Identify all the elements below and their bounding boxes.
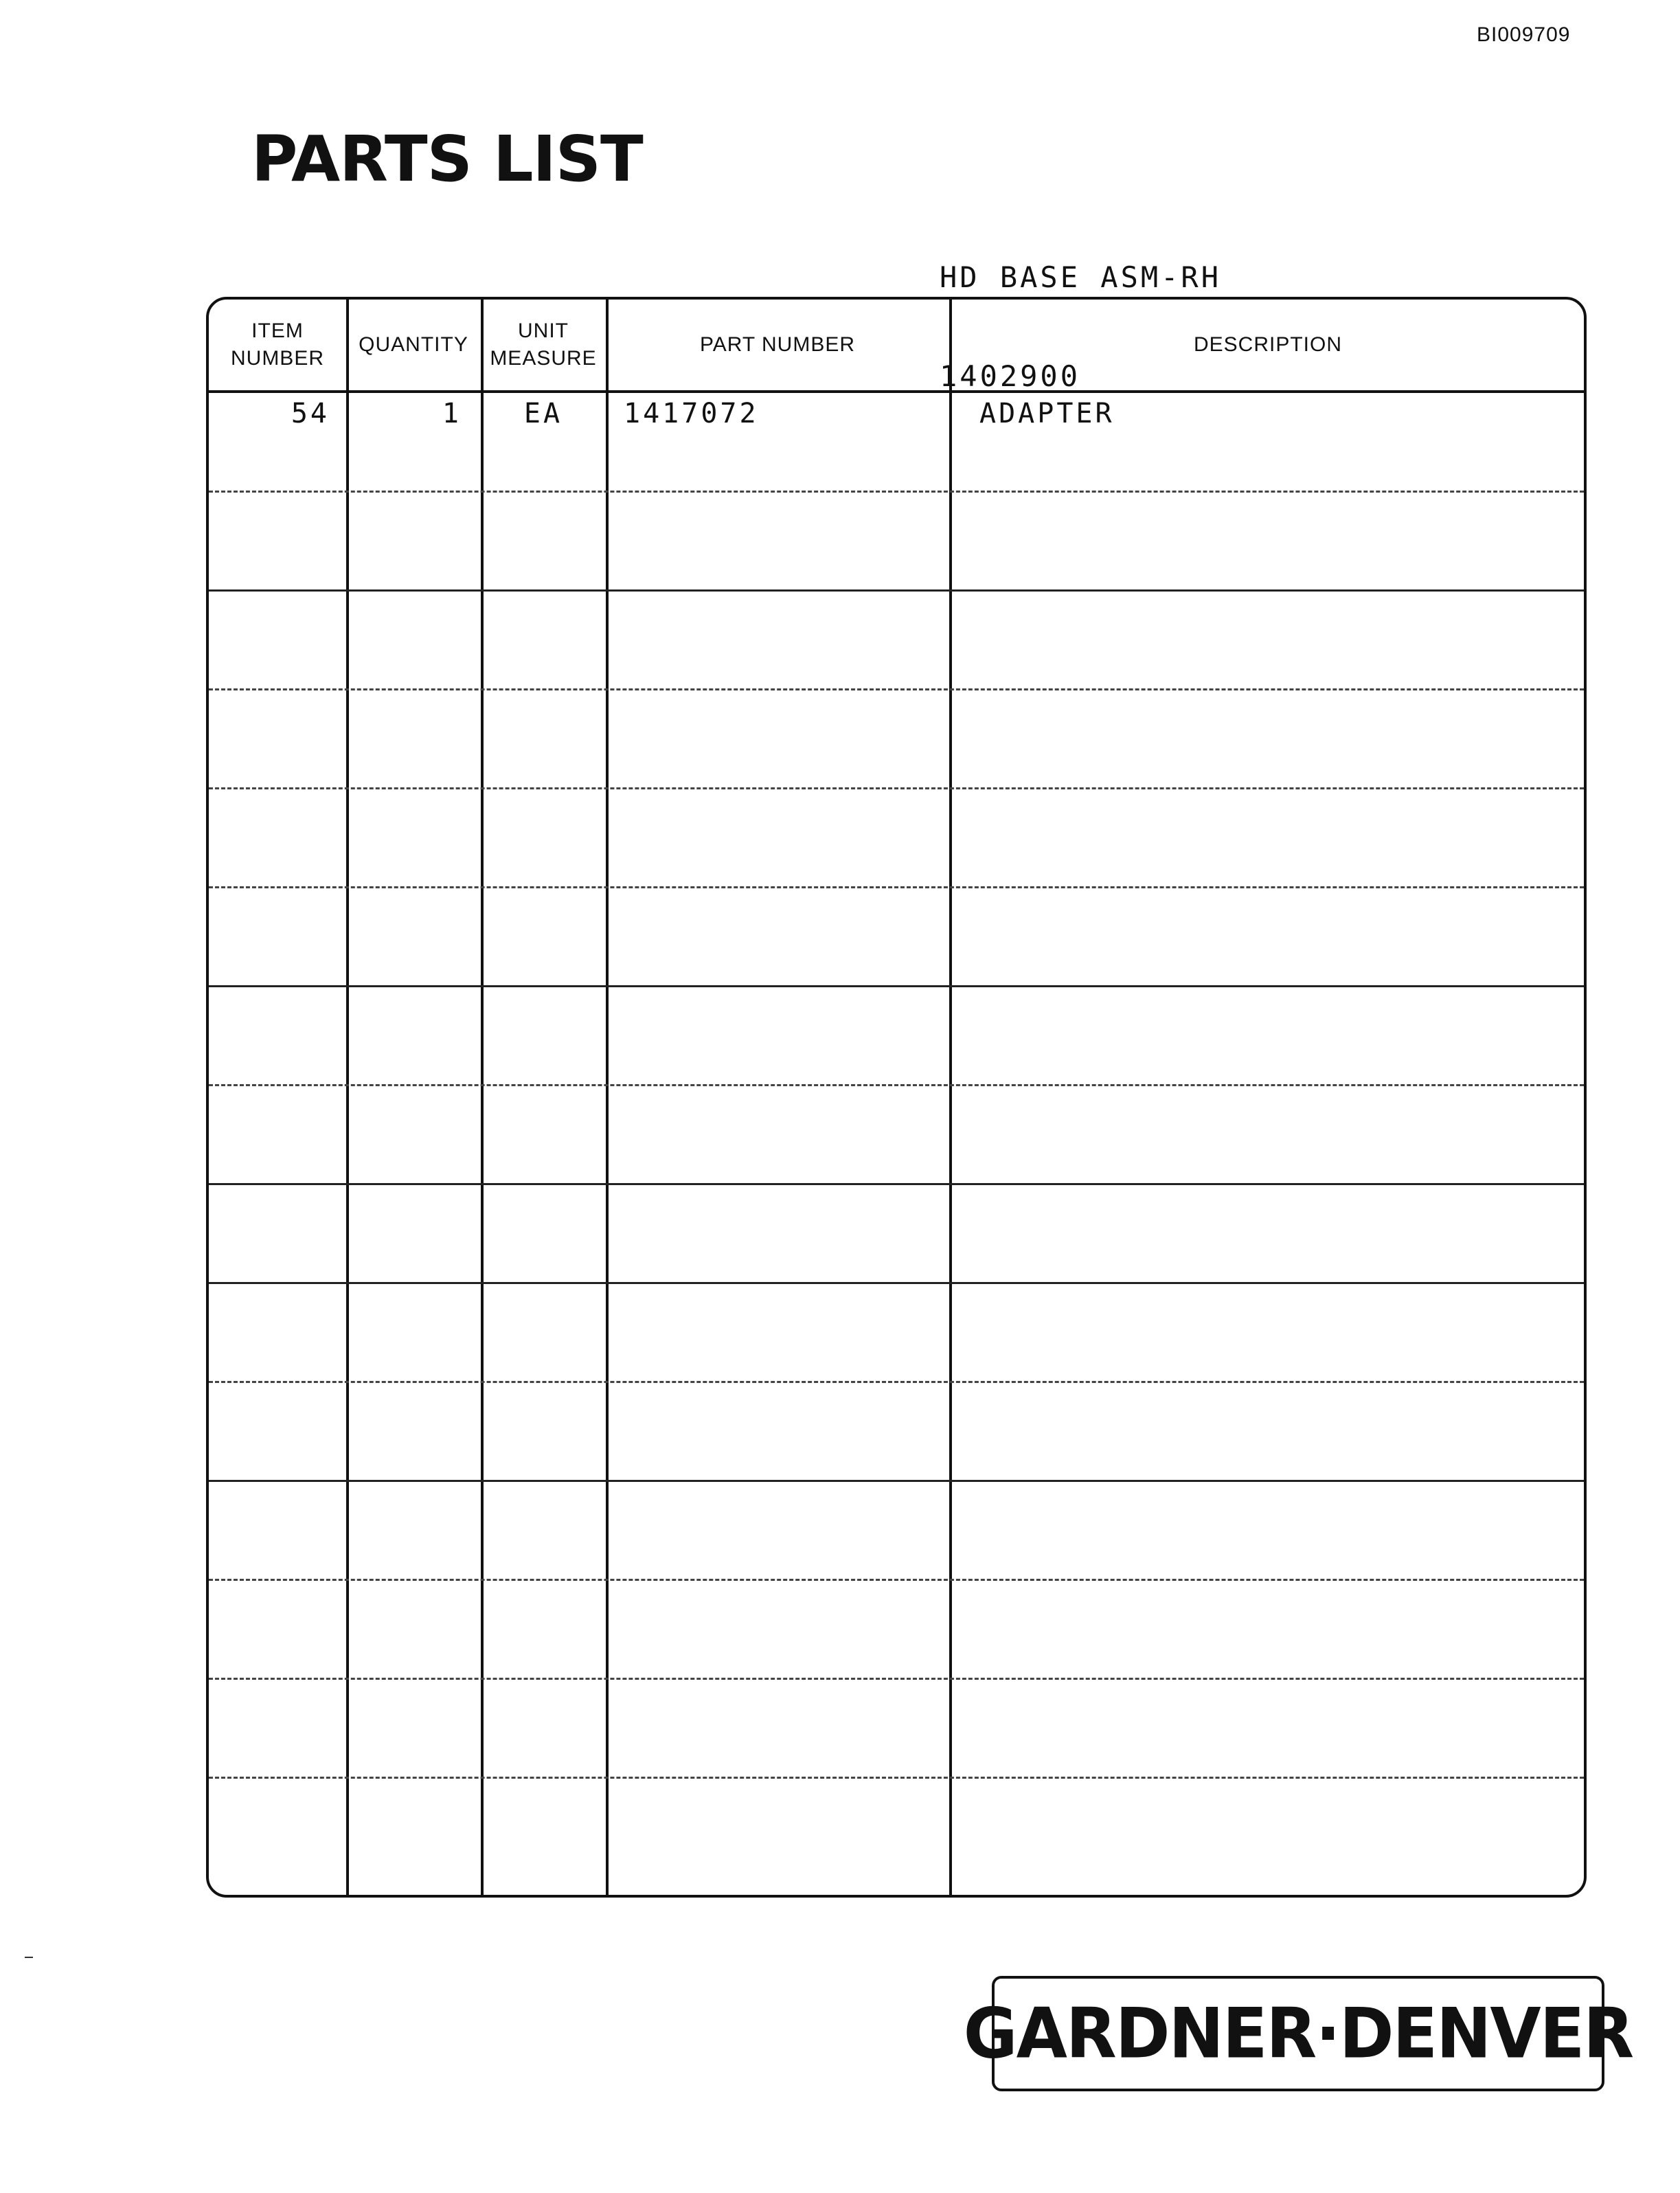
row-rule <box>209 1183 1584 1185</box>
header-rule <box>209 390 1584 393</box>
row-rule <box>209 589 1584 592</box>
row-rule <box>209 1579 1584 1581</box>
column-divider <box>481 300 484 1895</box>
row-1-description: ADAPTER <box>979 398 1115 429</box>
row-1-quantity: 1 <box>442 398 462 429</box>
row-rule <box>209 1480 1584 1482</box>
parts-table <box>206 297 1587 1898</box>
logo-text: GARDNER·DENVER <box>963 1993 1633 2074</box>
column-divider <box>606 300 609 1895</box>
row-rule <box>209 1381 1584 1383</box>
assembly-name: HD BASE ASM-RH <box>940 260 1222 294</box>
gardner-denver-logo <box>963 1976 1633 2091</box>
assembly-number: 1402900 <box>940 359 1081 393</box>
row-rule <box>209 1282 1584 1284</box>
scan-mark <box>25 1957 33 1958</box>
header-part-number: PART NUMBER <box>699 333 856 356</box>
header-description: DESCRIPTION <box>1193 333 1343 356</box>
row-rule <box>209 1084 1584 1086</box>
column-divider <box>949 300 952 1895</box>
row-1-item-number: 54 <box>291 398 330 429</box>
row-1-part-number: 1417072 <box>624 398 759 429</box>
row-rule <box>209 985 1584 987</box>
column-divider <box>346 300 349 1895</box>
row-rule <box>209 688 1584 690</box>
page-title: PARTS LIST <box>251 122 643 196</box>
row-rule <box>209 787 1584 789</box>
header-quantity: QUANTITY <box>359 333 468 356</box>
row-rule <box>209 1678 1584 1680</box>
row-rule <box>209 886 1584 888</box>
row-rule <box>209 1777 1584 1779</box>
document-id: BI009709 <box>1477 23 1571 46</box>
header-item-number: ITEM NUMBER <box>230 319 324 370</box>
row-rule <box>209 491 1584 493</box>
header-unit-measure: UNIT MEASURE <box>490 319 597 370</box>
row-1-unit-measure: EA <box>523 398 563 429</box>
